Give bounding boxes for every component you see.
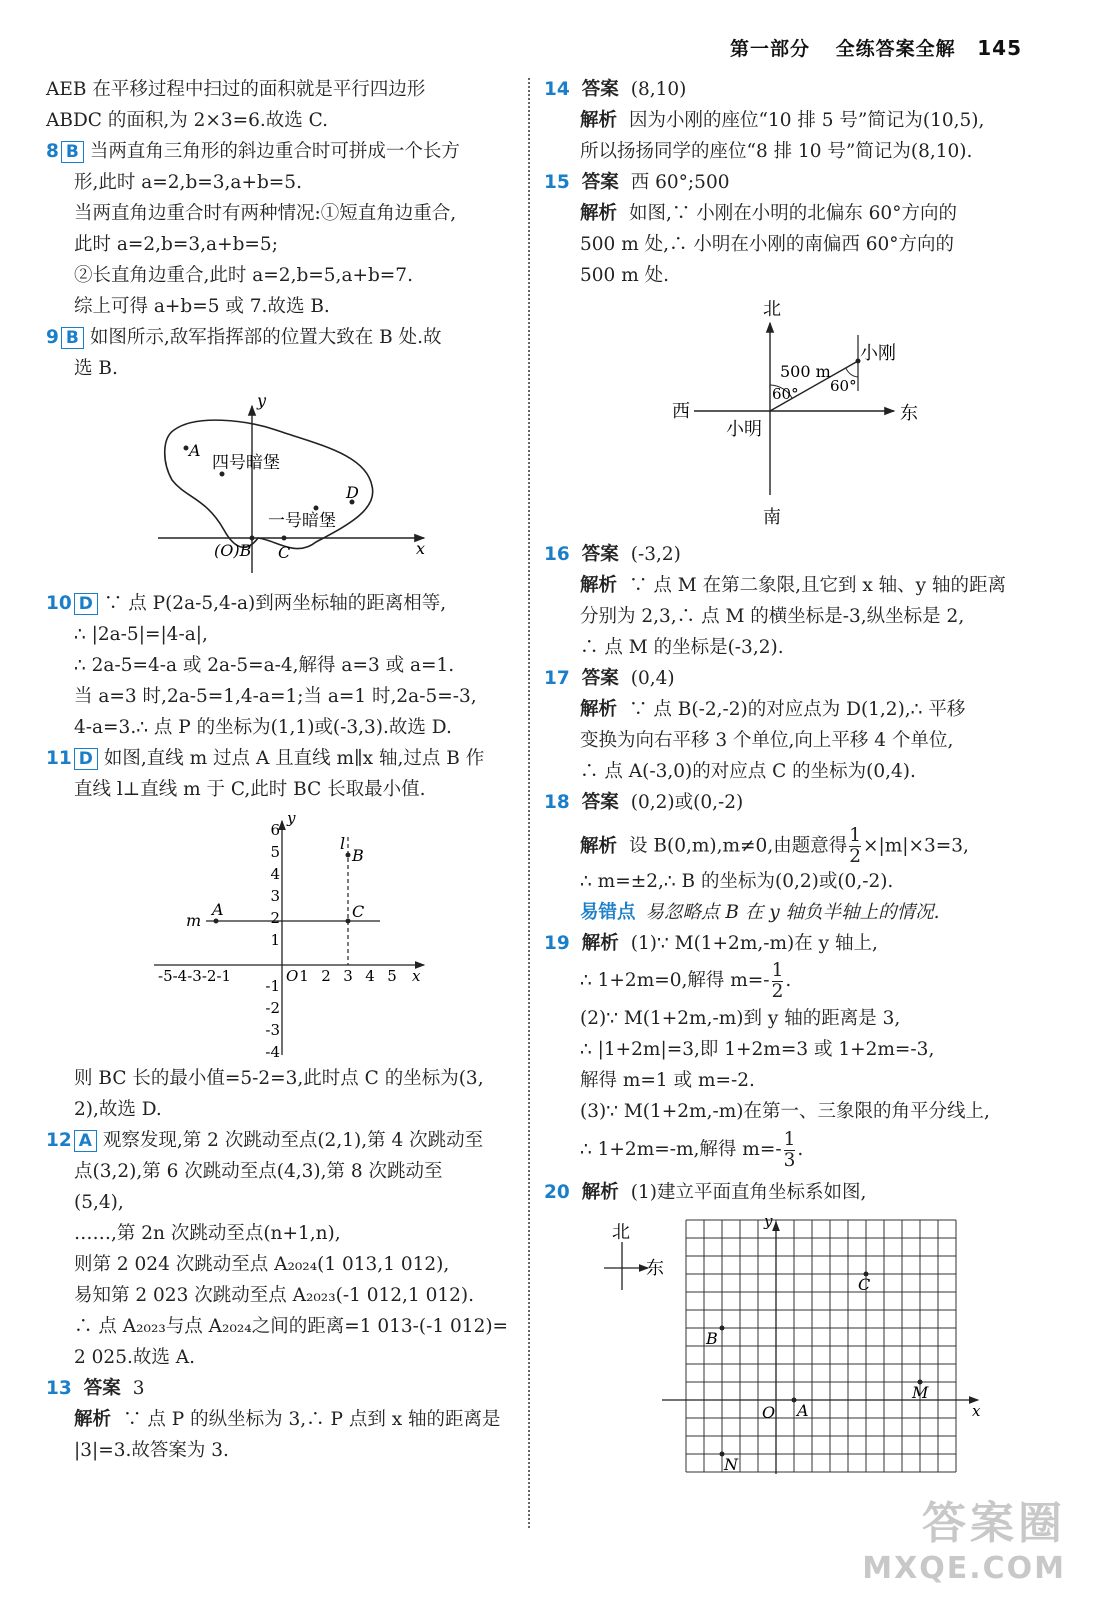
answer-box: D xyxy=(74,748,98,770)
angle-label-1: 60° xyxy=(772,385,799,403)
y-tick: -1 xyxy=(265,977,280,995)
text-line: 4-a=3.∴ 点 P 的坐标为(1,1)或(-3,3).故选 D. xyxy=(74,717,452,738)
fraction-numerator: 1 xyxy=(783,1128,796,1150)
fraction-numerator: 1 xyxy=(771,959,784,981)
point-ob-label: (O)B xyxy=(214,541,252,560)
angle-label-2: 60° xyxy=(830,377,857,395)
text-line: 观察发现,第 2 次跳动至点(2,1),第 4 次跳动至 xyxy=(102,1130,484,1151)
point-b xyxy=(346,853,351,858)
point-a xyxy=(214,919,219,924)
point-c-label: C xyxy=(858,1275,871,1294)
answer-label: 答案 xyxy=(83,1378,121,1399)
text-line: 直线 l⊥直线 m 于 C,此时 BC 长取最小值. xyxy=(74,779,426,800)
text-line: 选 B. xyxy=(74,358,118,379)
text-line: 设 B(0,m),m≠0,由题意得 xyxy=(629,835,848,857)
point-a-label: A xyxy=(212,900,224,919)
text-line: ∴ 点 M 的坐标是(-3,2). xyxy=(580,637,784,658)
origin-label: O xyxy=(286,967,299,985)
text-line: (5,4), xyxy=(74,1192,124,1213)
angle-arc-2 xyxy=(846,368,858,377)
bunker-4-label: 四号暗堡 xyxy=(212,453,280,473)
fraction xyxy=(772,961,784,1002)
y-tick: 2 xyxy=(270,909,280,927)
question-9 xyxy=(46,322,518,584)
fraction-denominator: 3 xyxy=(783,1149,796,1171)
text-line: ABDC 的面积,为 2×3=6.故选 C. xyxy=(46,110,329,131)
watermark-line2: MXQE.COM xyxy=(862,1551,1066,1586)
header-section: 第一部分 xyxy=(729,38,810,60)
y-tick: 3 xyxy=(270,887,280,905)
x-tick: 2 xyxy=(321,967,331,985)
question-16 xyxy=(544,539,1026,663)
point-d-label: D xyxy=(346,483,359,502)
answer-value: (0,4) xyxy=(630,668,675,689)
question-19 xyxy=(544,928,1026,1173)
answer-box: B xyxy=(61,327,84,349)
y-axis-label: y xyxy=(287,809,296,827)
answer-box: B xyxy=(61,141,84,163)
west-label: 西 xyxy=(672,401,690,422)
text-line: 如图,∵ 小刚在小明的北偏东 60°方向的 xyxy=(629,203,957,224)
y-tick: -4 xyxy=(265,1043,280,1059)
origin-label: O xyxy=(762,1403,776,1422)
y-tick: -3 xyxy=(265,1021,280,1039)
page-header xyxy=(730,34,1022,61)
explanation-label: 解析 xyxy=(580,575,618,596)
explanation-label: 解析 xyxy=(580,699,618,720)
text-line: 500 m 处. xyxy=(580,265,669,286)
point-c xyxy=(282,536,287,541)
text-line: 点(3,2),第 6 次跳动至点(4,3),第 8 次跳动至 xyxy=(74,1161,443,1182)
text-line: ∴ 2a-5=4-a 或 2a-5=a-4,解得 a=3 或 a=1. xyxy=(74,655,455,676)
text-line: 当 a=3 时,2a-5=1,4-a=1;当 a=1 时,2a-5=-3, xyxy=(74,686,477,707)
text-line: (1)∵ M(1+2m,-m)在 y 轴上, xyxy=(630,933,878,954)
watermark xyxy=(862,1487,1066,1586)
x-ticks-negative: -5-4-3-2-1 xyxy=(158,967,232,985)
point-a-label: A xyxy=(797,1401,809,1420)
text-line: |3|=3.故答案为 3. xyxy=(74,1440,229,1461)
y-tick: 5 xyxy=(270,843,280,861)
text-line: 则 BC 长的最小值=5-2=3,此时点 C 的坐标为(3, xyxy=(74,1068,484,1089)
point-c xyxy=(346,919,351,924)
text-line: 2 025.故选 A. xyxy=(74,1347,195,1368)
text-line: ∵ 点 M 在第二象限,且它到 x 轴、y 轴的距离 xyxy=(629,575,1007,596)
text-line: 此时 a=2,b=3,a+b=5; xyxy=(74,234,278,255)
point-a-label: A xyxy=(189,441,201,460)
text-line: (2)∵ M(1+2m,-m)到 y 轴的距离是 3, xyxy=(580,1008,901,1029)
x-tick: 1 xyxy=(299,967,309,985)
question-11 xyxy=(46,743,518,1125)
coordinate-figure-11 xyxy=(46,809,518,1059)
question-10 xyxy=(46,588,518,743)
header-title: 全练答案全解 xyxy=(835,38,956,60)
text-line: 如图,直线 m 过点 A 且直线 m∥x 轴,过点 B 作 xyxy=(103,748,485,769)
error-prone-text: 易忽略点 B 在 y 轴负半轴上的情况. xyxy=(645,902,940,923)
answer-label: 答案 xyxy=(581,172,619,193)
text-line: ∴ |2a-5|=|4-a|, xyxy=(74,624,208,645)
text-line: ∴ 1+2m=0,解得 m=- xyxy=(580,970,770,991)
north-label: 北 xyxy=(763,299,781,320)
text-line: ∴ 点 A₂₀₂₃与点 A₂₀₂₄之间的距离=1 013-(-1 012)= xyxy=(74,1316,509,1337)
question-number: 14 xyxy=(544,79,570,100)
text-line: ∵ 点 B(-2,-2)的对应点为 D(1,2),∴ 平移 xyxy=(629,699,966,720)
text-line: 如图所示,敌军指挥部的位置大致在 B 处.故 xyxy=(89,327,442,348)
text-line: ……,第 2n 次跳动至点(n+1,n), xyxy=(74,1223,341,1244)
x-axis-label: x xyxy=(972,1402,981,1420)
explanation-label: 解析 xyxy=(74,1409,112,1430)
text-line: 分别为 2,3,∴ 点 M 的横坐标是-3,纵坐标是 2, xyxy=(580,606,965,627)
fraction-numerator: 1 xyxy=(849,825,861,846)
text-line: 解得 m=1 或 m=-2. xyxy=(580,1070,755,1091)
x-tick: 5 xyxy=(387,967,397,985)
explanation-label: 解析 xyxy=(581,933,619,954)
column-divider xyxy=(528,78,530,1528)
text-line: 综上可得 a+b=5 或 7.故选 B. xyxy=(74,296,330,317)
point-ob xyxy=(250,536,255,541)
answer-value: (8,10) xyxy=(630,79,687,100)
question-17 xyxy=(544,663,1026,787)
answer-box: D xyxy=(74,593,98,615)
y-axis-label: y xyxy=(764,1212,773,1230)
answer-box: A xyxy=(74,1130,97,1152)
explanation-label: 解析 xyxy=(580,110,618,131)
explanation-label: 解析 xyxy=(580,203,618,224)
text-line: (3)∵ M(1+2m,-m)在第一、三象限的角平分线上, xyxy=(580,1101,990,1122)
page-number: 145 xyxy=(977,36,1022,60)
question-number: 9 xyxy=(46,327,59,348)
question-number: 8 xyxy=(46,141,59,162)
text-line: 则第 2 024 次跳动至点 A₂₀₂₄(1 013,1 012), xyxy=(74,1254,450,1275)
y-tick: -2 xyxy=(265,999,280,1017)
text-line: ∴ m=±2,∴ B 的坐标为(0,2)或(0,-2). xyxy=(580,871,894,892)
answer-value: 3 xyxy=(132,1378,145,1399)
fraction xyxy=(784,1130,796,1171)
question-8 xyxy=(46,136,518,322)
line-l-label: l xyxy=(340,834,346,853)
bunker-1-label: 一号暗堡 xyxy=(268,511,336,531)
text-line: ×|m|×3=3, xyxy=(862,835,969,857)
bunker-1-point xyxy=(314,506,319,511)
question-number: 18 xyxy=(544,792,570,813)
direction-figure xyxy=(544,295,1026,535)
punctuation: . xyxy=(785,970,792,991)
text-line: 当两直角边重合时有两种情况:①短直角边重合, xyxy=(74,203,457,224)
question-20 xyxy=(544,1177,1026,1482)
answer-value: (0,2)或(0,-2) xyxy=(630,792,744,813)
text-line: 2),故选 D. xyxy=(74,1099,162,1120)
question-number: 17 xyxy=(544,668,570,689)
xiaoming-label: 小明 xyxy=(726,419,762,440)
point-b xyxy=(720,1326,725,1331)
question-number: 11 xyxy=(46,748,72,769)
text-line: ∴ |1+2m|=3,即 1+2m=3 或 1+2m=-3, xyxy=(580,1039,935,1060)
question-15 xyxy=(544,167,1026,535)
point-c-label: C xyxy=(278,543,291,562)
y-tick: 4 xyxy=(270,865,280,883)
text-line: 所以扬扬同学的座位“8 排 10 号”简记为(8,10). xyxy=(580,141,973,162)
compass-north-label: 北 xyxy=(612,1222,630,1243)
fraction-denominator: 2 xyxy=(771,980,784,1002)
question-number: 20 xyxy=(544,1182,570,1203)
text-line: AEB 在平移过程中扫过的面积就是平行四边形 xyxy=(46,79,426,100)
point-m-label: M xyxy=(912,1383,929,1402)
answer-label: 答案 xyxy=(581,544,619,565)
question-number: 16 xyxy=(544,544,570,565)
question-number: 10 xyxy=(46,593,72,614)
x-tick: 4 xyxy=(365,967,375,985)
compass-east-label: 东 xyxy=(646,1258,664,1279)
text-line: 当两直角三角形的斜边重合时可拼成一个长方 xyxy=(89,141,460,162)
text-line: 因为小刚的座位“10 排 5 号”简记为(10,5), xyxy=(629,110,985,131)
punctuation: . xyxy=(797,1139,804,1160)
watermark-line1: 答案圈 xyxy=(922,1498,1066,1549)
fraction-denominator: 2 xyxy=(849,846,861,867)
question-18 xyxy=(544,787,1026,928)
distance-label: 500 m xyxy=(780,362,831,381)
point-c-label: C xyxy=(352,902,365,921)
text-line: 500 m 处,∴ 小明在小刚的南偏西 60°方向的 xyxy=(580,234,955,255)
y-tick: 1 xyxy=(270,931,280,949)
question-14 xyxy=(544,74,1026,167)
answer-label: 答案 xyxy=(581,79,619,100)
y-axis-label: y xyxy=(257,391,267,410)
error-prone-label: 易错点 xyxy=(580,902,636,923)
east-label: 东 xyxy=(900,403,918,424)
y-tick: 6 xyxy=(270,821,280,839)
question-number: 12 xyxy=(46,1130,72,1151)
x-axis-label: x xyxy=(416,539,426,558)
text-line: ∴ 1+2m=-m,解得 m=- xyxy=(580,1139,782,1160)
answer-label: 答案 xyxy=(581,668,619,689)
text-line: 形,此时 a=2,b=3,a+b=5. xyxy=(74,172,302,193)
question-number: 15 xyxy=(544,172,570,193)
point-b-label: B xyxy=(706,1329,718,1348)
point-b-label: B xyxy=(352,846,364,865)
left-column xyxy=(46,74,518,1466)
grid-coordinate-figure xyxy=(544,1212,1026,1482)
x-tick: 3 xyxy=(343,967,353,985)
answer-value: (-3,2) xyxy=(630,544,681,565)
line-m-label: m xyxy=(186,911,202,930)
text-line: 变换为向右平移 3 个单位,向上平移 4 个单位, xyxy=(580,730,954,751)
question-number: 13 xyxy=(46,1378,72,1399)
text-line: 易知第 2 023 次跳动至点 A₂₀₂₃(-1 012,1 012). xyxy=(74,1285,474,1306)
text-line: ②长直角边重合,此时 a=2,b=5,a+b=7. xyxy=(74,265,413,286)
x-axis-label: x xyxy=(412,967,421,985)
explanation-label: 解析 xyxy=(580,835,618,857)
south-label: 南 xyxy=(763,507,781,528)
question-13 xyxy=(46,1373,518,1466)
answer-label: 答案 xyxy=(581,792,619,813)
answer-value: 西 60°;500 xyxy=(630,172,730,193)
text-line: (1)建立平面直角坐标系如图, xyxy=(630,1182,867,1203)
question-number: 19 xyxy=(544,933,570,954)
explanation-label: 解析 xyxy=(581,1182,619,1203)
right-column xyxy=(544,74,1026,1486)
point-n-label: N xyxy=(724,1455,738,1474)
point-a xyxy=(792,1398,797,1403)
text-line: ∵ 点 P 的纵坐标为 3,∴ P 点到 x 轴的距离是 xyxy=(123,1409,501,1430)
grid xyxy=(686,1220,956,1472)
text-line: ∴ 点 A(-3,0)的对应点 C 的坐标为(0,4). xyxy=(580,761,916,782)
xiaogang-label: 小刚 xyxy=(860,343,896,364)
question-12 xyxy=(46,1125,518,1373)
text-line: ∵ 点 P(2a-5,4-a)到两坐标轴的距离相等, xyxy=(103,593,447,614)
point-a xyxy=(184,446,189,451)
bunker-map-figure xyxy=(46,388,518,584)
fraction xyxy=(849,826,861,867)
